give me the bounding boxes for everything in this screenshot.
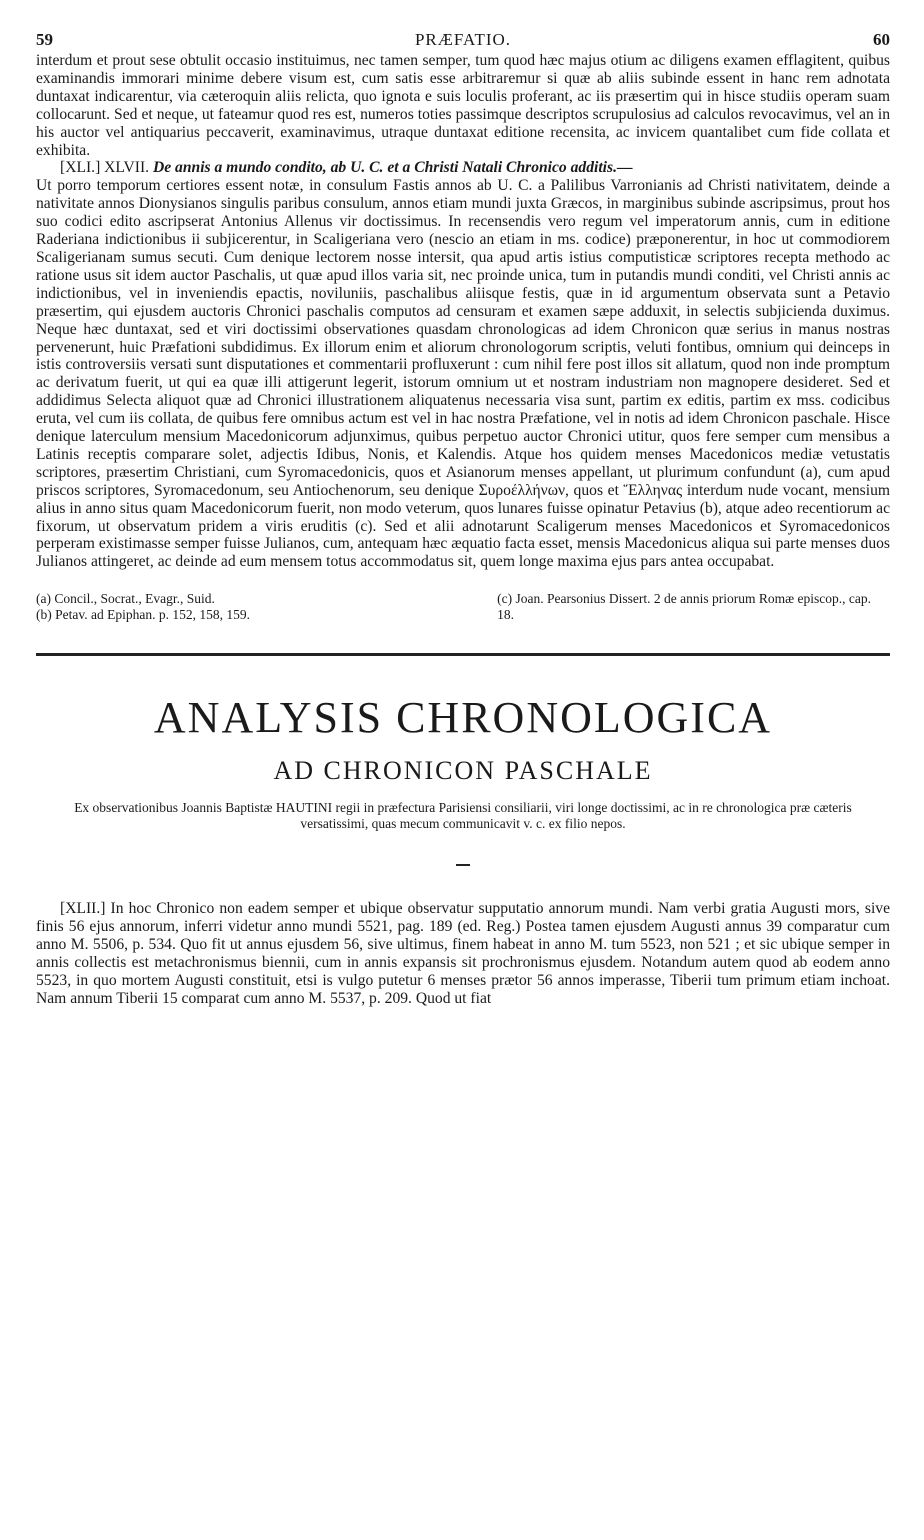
analysis-title: ANALYSIS CHRONOLOGICA: [153, 693, 773, 743]
paragraph-section-47: Ut porro temporum certiores essent notæ, in consulum Fastis annos ab U. C. a Palilibus Varronianis ad Christi nativitatem, deinde a nativitate annos Dionysianos singulis paribus consulum, annos etiam mundi juxta Græcos, in marginibus subinde ascripsimus, prout hos suo codici edito ascripserat Antonius Allenus vir doctissimus. In recensendis vero regum vel imperatorum annis, cum in editione Raderiana indictionibus ii subjicerentur, in Scaligeriana vero (nescio an etiam in ms. codice) præponerentur, in hoc ut commodiorem Scaligerianam sumus secuti. Cum denique lectorem nosse intersit, qua apud artis istius computisticæ scriptores recepta methodo ac ratione usus sit idem auctor Paschalis, ut quæ apud illos varia sit, nec proinde unica, tum in putandis mundi conditi, vel Christi annis ac indictionibus, vel in inveniendis epactis, noviluniis, paschalibus aliisque festis, quæ in id argumentum observata sunt a Petavio præsertim, qui ejusdem auctoris Chronici paschalis computos ad censuram et examen sæpe adduxit, in selectis subjicienda duximus. Neque hæc duntaxat, sed et viri doctissimi observationes quasdam chronologicas ad idem Chronicon quæ serius in manus nostras pervenerunt, huic Præfationi subdidimus. Ex illorum enim et aliorum chronologorum scriptis, veluti fontibus, omnium qui deinceps in istis controversiis versati sunt disputationes et commentarii profluxerunt : cum nihil fere post illos sit allatum, quod non inde promptum ac derivatum fuerit, ut qui ea quæ illi attigerunt legerit, istorum omnium ut et nostram industriam non magnopere desideret. Sed et addidimus Selecta aliquot quæ ad Chronici illustrationem aliquatenus necessaria visa sunt, partim ex editis, partim ex mss. codicibus eruta, vel cum iis collata, de quibus fere omnibus actum est vel in hac nostra Præfatione, vel in notis ad idem Chronicon paschale. Hisce denique laterculum mensium Macedonicorum adjunximus, quibus perpetuo auctor Chronici utitur, quos fere semper cum mensibus a Latinis receptis comparare solet, adjectis Idibus, Nonis, et Kalendis. Atque hos quidem menses Macedonicos mediæ vetustatis scriptores, præsertim Christiani, cum Syromacedonicis, quos et Asianorum menses appellant, ut plurimum confundunt (a), cum apud priscos scriptores, Syromacedonum, seu Antiochenorum, seu denique Συροέλλήνων, quos et Ἕλληνας interdum nude vocant, mensium alius in anno situs quam Macedonicorum fuerit, non modo veterum, quos lunares fuisse opinatur Petavius (b), atque adeo recentiorum ac fixorum, ut observatum pridem a viris eruditis (c). Sed et alii adnotarunt Scaligerum menses Macedonicos et Syromacedonicos perperam existimasse semper fuisse Julianos, cum, antequam hæc æquatio facta esset, mensis Macedonicus aliqua sui parte menses duos Julianos attingeret, ac deinde ad eum mensem totus accommodatus sit, quem longe maxima ejus pars antea occupabat.: [36, 177, 890, 571]
analysis-subtitle: AD CHRONICON PASCHALE: [273, 756, 653, 786]
section-number: [XLI.] XLVII.: [60, 159, 150, 177]
footnote-b: (b) Petav. ad Epiphan. p. 152, 158, 159.: [36, 607, 250, 623]
footnotes-left: [36, 591, 446, 623]
footnotes-right: [497, 591, 890, 623]
section-heading-line: [36, 159, 890, 177]
right-page-number: 60: [872, 30, 890, 49]
footnote-a: (a) Concil., Socrat., Evagr., Suid.: [36, 591, 215, 607]
ornament-dash: [456, 864, 470, 866]
footnotes: [36, 591, 890, 623]
paragraph-section-42: [XLII.] In hoc Chronico non eadem semper et ubique observatur supputatio annorum mundi. Nam verbi gratia Augusti mors, sive finis 56 ejus annorum, inferri videtur anno mundi 5521, pag. 189 (ed. Reg.) Postea tamen ejusdem Augusti annus 39 comparatur cum anno M. 5506, p. 534. Quo fit ut annus ejusdem 56, sive ultimus, finem habeat in anno M. tum 5523, non 521 ; et sic ubique semper in annis collectis est metachronismus biennii, cum in annis expansis sit prochronismus ejusdem. Notandum autem quod ab eodem anno 5523, in quo mortem Augusti constituit, etsi is vulgo putetur 6 menses prætor 56 annos imperasse, Tiberii tum primum etiam inchoat. Nam annum Tiberii 15 comparat cum anno M. 5537, p. 209. Quod ut fiat: [36, 900, 890, 1007]
analysis-credit: Ex observationibus Joannis Baptistæ HAUTINI regii in præfectura Parisiensi consiliarii, viri longe doctissimi, ac in re chronologica præ cæteris versatissimi, quas mecum communicavit v. c. ex filio nepos.: [74, 800, 852, 832]
running-title: PRÆFATIO.: [414, 30, 512, 49]
analysis-body: [36, 900, 890, 1007]
running-head: [36, 30, 890, 52]
footnote-c: (c) Joan. Pearsonius Dissert. 2 de annis priorum Romæ episcop., cap. 18.: [497, 591, 871, 623]
preface-body: [36, 52, 890, 571]
page: [36, 30, 890, 1008]
section-heading: De annis a mundo condito, ab U. C. et a Christi Natali Chronico additis.—: [152, 159, 633, 177]
paragraph-continuation: interdum et prout sese obtulit occasio instituimus, nec tamen semper, tum quod hæc majus otium ac diligens examen efflagitent, quibus examinandis immorari minime debere visum est, cum satis esse arbitraremur si quæ ab aliis subinde essent in hanc rem adnotata duntaxat indicarentur, via cæteroquin aliis relicta, quo ignota e suis loculis proferant, ac iis præsertim qui in hisce studiis operam suam collocarunt. Sed et neque, ut fateamur quod res est, numeros toties passimque descriptos scrupulosius ad calculos revocavimus, vel an in his auctor vel antiquarius peccaverit, examinavimus, utraque duntaxat editione recensita, ac invicem quantalibet cum fide collata et exhibita.: [36, 52, 890, 159]
section-divider: [36, 653, 890, 656]
left-page-number: 59: [36, 30, 53, 49]
